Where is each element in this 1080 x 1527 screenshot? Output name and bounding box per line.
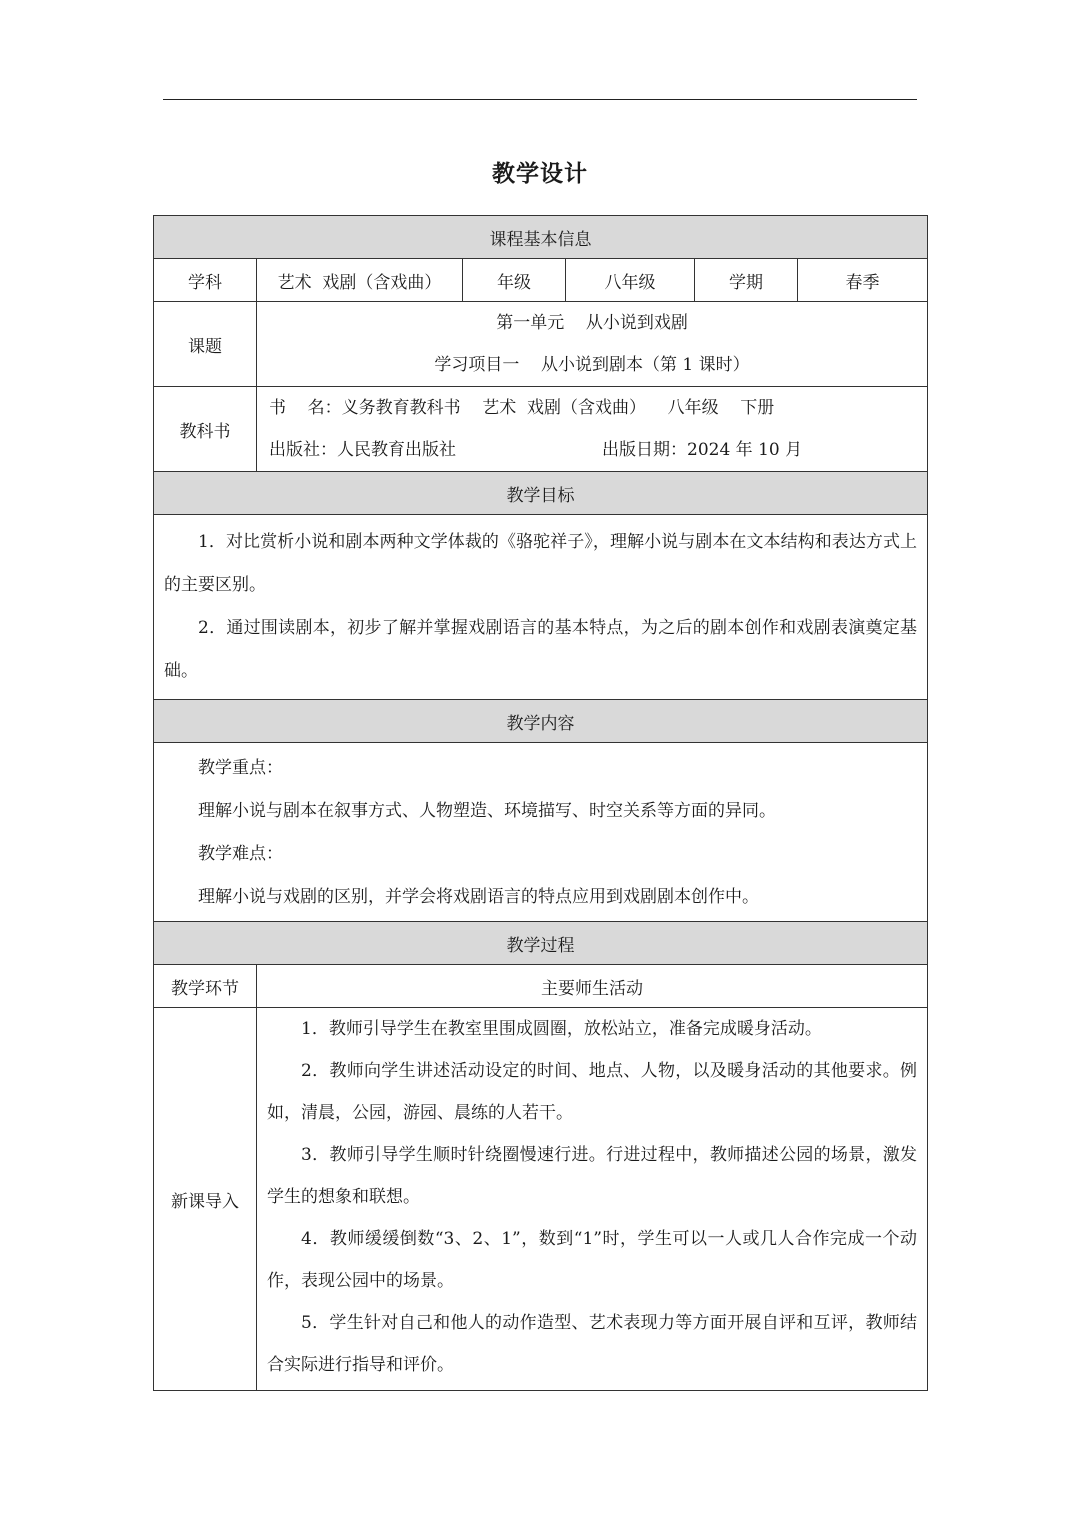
process-column-row (154, 965, 928, 1008)
grade-value: 八年级 (566, 259, 695, 302)
basic-info-header: 课程基本信息 (154, 216, 928, 259)
textbook-label: 教科书 (154, 387, 257, 472)
objectives-header-row (154, 472, 928, 515)
key-point-label: 教学重点： (198, 758, 283, 778)
book-name: 书 名：义务教育教科书 艺术 戏剧（含戏曲） 八年级 下册 (269, 398, 775, 418)
objectives-header: 教学目标 (154, 472, 928, 515)
key-point-text: 理解小说与剧本在叙事方式、人物塑造、环境描写、时空关系等方面的异同。 (198, 801, 776, 821)
content-header-row (154, 700, 928, 743)
book-pub-date: 出版日期：2024 年 10 月 (602, 440, 803, 460)
term-label: 学期 (695, 259, 798, 302)
process-stage-row (154, 1008, 928, 1391)
activity-step: 5．学生针对自己和他人的动作造型、艺术表现力等方面开展自评和互评，教师结合实际进行指导和评价。 (267, 1313, 918, 1375)
basic-info-header-row (154, 216, 928, 259)
content-row (154, 743, 928, 922)
topic-value (257, 302, 928, 387)
process-header: 教学过程 (154, 922, 928, 965)
book-publisher: 出版社：人民教育出版社 (269, 440, 456, 460)
content-header: 教学内容 (154, 700, 928, 743)
objectives-body (154, 515, 928, 700)
stage-name: 新课导入 (154, 1008, 257, 1391)
activity-step: 3．教师引导学生顺时针绕圈慢速行进。行进过程中，教师描述公园的场景，激发学生的想象和联想。 (267, 1145, 918, 1207)
header-rule (163, 99, 917, 100)
stage-column-header: 教学环节 (154, 965, 257, 1008)
topic-unit: 第一单元 从小说到戏剧 (496, 313, 688, 333)
grade-label: 年级 (463, 259, 566, 302)
topic-project: 学习项目一 从小说到剧本（第 1 课时） (434, 355, 750, 375)
activity-step: 4．教师缓缓倒数“3、2、1”，数到“1”时，学生可以一人或几人合作完成一个动作，表现公园中的场景。 (267, 1229, 918, 1291)
topic-row (154, 302, 928, 387)
content-body (154, 743, 928, 922)
book-publisher-line (269, 429, 927, 471)
objective-item: 2．通过围读剧本，初步了解并掌握戏剧语言的基本特点，为之后的剧本创作和戏剧表演奠定基础。 (164, 618, 918, 681)
subject-row (154, 259, 928, 302)
activity-column-header: 主要师生活动 (257, 965, 928, 1008)
document-title: 教学设计 (492, 161, 588, 187)
textbook-value (257, 387, 928, 472)
stage-activities (257, 1008, 928, 1391)
lesson-plan-table (153, 215, 928, 1391)
difficulty-label: 教学难点： (198, 844, 283, 864)
subject-value: 艺术 戏剧（含戏曲） (257, 259, 463, 302)
textbook-row (154, 387, 928, 472)
difficulty-text: 理解小说与戏剧的区别，并学会将戏剧语言的特点应用到戏剧剧本创作中。 (198, 887, 759, 907)
process-header-row (154, 922, 928, 965)
activity-step: 2．教师向学生讲述活动设定的时间、地点、人物，以及暖身活动的其他要求。例如，清晨，公园，游园、晨练的人若干。 (267, 1061, 918, 1123)
objective-item: 1．对比赏析小说和剧本两种文学体裁的《骆驼祥子》，理解小说与剧本在文本结构和表达方式上的主要区别。 (164, 532, 918, 595)
objectives-row (154, 515, 928, 700)
term-value: 春季 (798, 259, 928, 302)
subject-label: 学科 (154, 259, 257, 302)
topic-label: 课题 (154, 302, 257, 387)
activity-step: 1．教师引导学生在教室里围成圆圈，放松站立，准备完成暖身活动。 (301, 1019, 822, 1039)
